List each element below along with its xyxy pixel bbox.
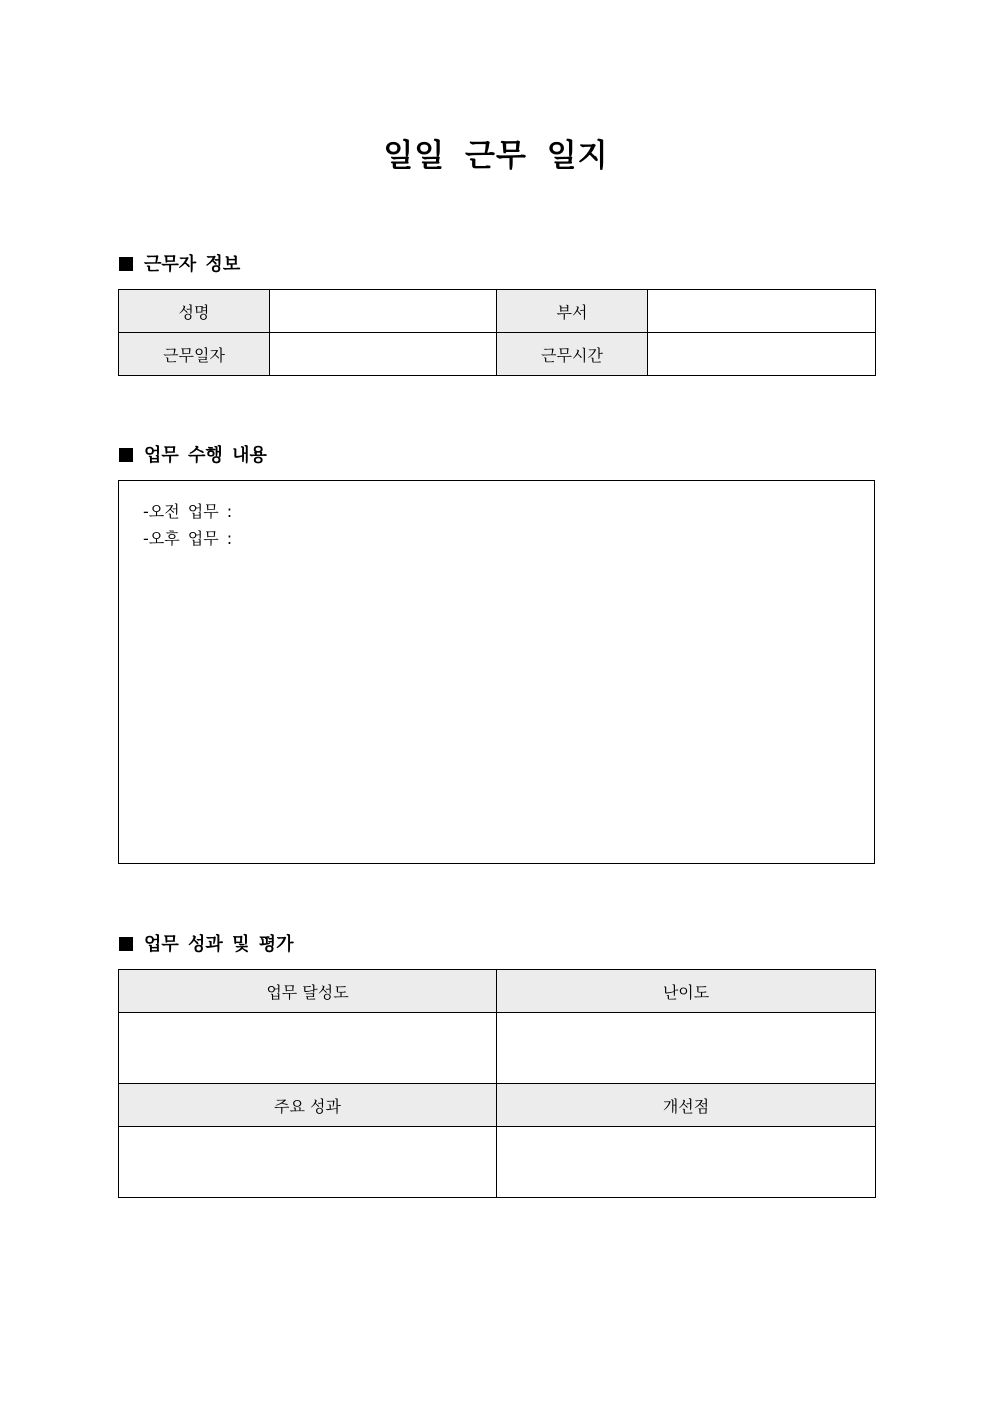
evaluation-heading-text: 업무 성과 및 평가 xyxy=(144,934,294,955)
table-row xyxy=(119,290,876,333)
achievement-field[interactable] xyxy=(119,1013,497,1084)
improvements-label: 개선점 xyxy=(497,1084,876,1127)
key-results-label: 주요 성과 xyxy=(119,1084,497,1127)
square-bullet-icon xyxy=(119,448,133,462)
page-title: 일일 근무 일지 xyxy=(383,138,609,174)
key-results-field[interactable] xyxy=(119,1127,497,1198)
table-row xyxy=(119,333,876,376)
table-row xyxy=(119,1127,876,1198)
name-label: 성명 xyxy=(119,290,270,333)
work-hours-label: 근무시간 xyxy=(497,333,648,376)
evaluation-heading xyxy=(119,932,294,958)
name-field[interactable] xyxy=(270,290,497,333)
work-hours-field[interactable] xyxy=(648,333,876,376)
department-field[interactable] xyxy=(648,290,876,333)
department-label: 부서 xyxy=(497,290,648,333)
work-date-field[interactable] xyxy=(270,333,497,376)
table-row xyxy=(119,1013,876,1084)
worker-info-table xyxy=(118,289,876,376)
square-bullet-icon xyxy=(119,257,133,271)
work-date-label: 근무일자 xyxy=(119,333,270,376)
achievement-label: 업무 달성도 xyxy=(119,970,497,1013)
work-content-heading-text: 업무 수행 내용 xyxy=(144,445,267,466)
work-content-heading xyxy=(119,443,267,469)
table-row xyxy=(119,970,876,1013)
worker-info-heading xyxy=(119,252,240,278)
difficulty-label: 난이도 xyxy=(497,970,876,1013)
evaluation-table xyxy=(118,969,876,1198)
worker-info-heading-text: 근무자 정보 xyxy=(144,254,241,275)
work-content-box[interactable] xyxy=(118,480,875,864)
table-row xyxy=(119,1084,876,1127)
difficulty-field[interactable] xyxy=(497,1013,876,1084)
afternoon-work-label: -오후 업무 : xyxy=(143,529,233,548)
square-bullet-icon xyxy=(119,937,133,951)
improvements-field[interactable] xyxy=(497,1127,876,1198)
morning-work-label: -오전 업무 : xyxy=(143,502,233,521)
